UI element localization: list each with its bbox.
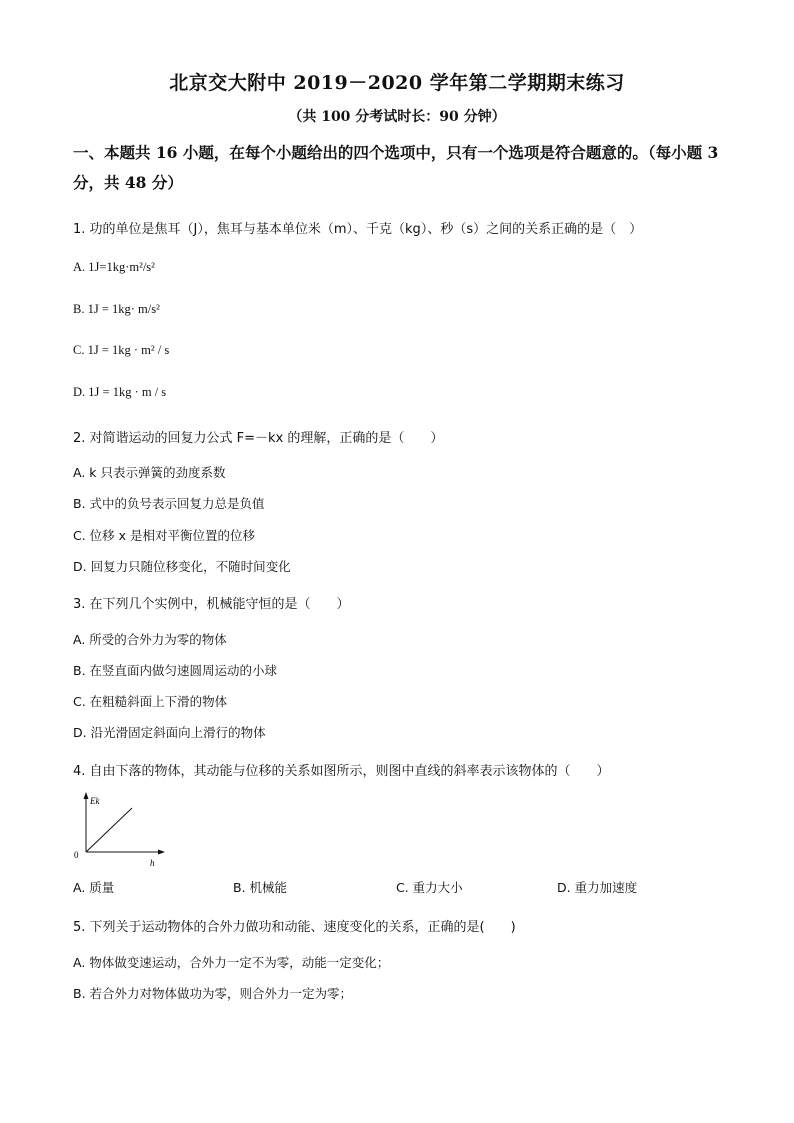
question-1-option-a: A. 1J=1kg·m²/s²	[73, 260, 155, 274]
y-axis-arrow	[84, 792, 89, 799]
ek-h-graph	[70, 790, 170, 870]
x-axis-arrow	[158, 850, 165, 855]
question-1-option-c: C. 1J = 1kg · m² / s	[73, 343, 170, 357]
question-2-option-d: D. 回复力只随位移变化，不随时间变化	[73, 559, 291, 574]
question-4-option-b: B. 机械能	[233, 880, 288, 895]
question-5-stem: 5. 下列关于运动物体的合外力做功和动能、速度变化的关系，正确的是( )	[73, 920, 516, 935]
question-1-option-d: D. 1J = 1kg · m / s	[73, 385, 167, 399]
question-4-option-c: C. 重力大小	[396, 880, 463, 895]
ek-line	[86, 808, 132, 852]
question-5-option-a: A. 物体做变速运动，合外力一定不为零，动能一定变化；	[73, 955, 390, 970]
x-axis-label: h	[150, 858, 155, 868]
question-3-option-d: D. 沿光滑固定斜面向上滑行的物体	[73, 725, 266, 740]
question-2-option-a: A. k 只表示弹簧的劲度系数	[73, 465, 226, 480]
question-2-option-c: C. 位移 x 是相对平衡位置的位移	[73, 528, 256, 543]
question-4-options	[73, 878, 713, 898]
question-2-stem: 2. 对简谐运动的回复力公式 F=－kx 的理解，正确的是（ ）	[73, 431, 444, 446]
question-1-stem: 1. 功的单位是焦耳（J），焦耳与基本单位米（m）、千克（kg）、秒（s）之间的关系正确的是（ ）	[73, 222, 643, 237]
question-3-option-b: B. 在竖直面内做匀速圆周运动的小球	[73, 663, 278, 678]
y-axis-label: Ek	[90, 796, 100, 806]
question-4-stem: 4. 自由下落的物体，其动能与位移的关系如图所示，则图中直线的斜率表示该物体的（ ）	[73, 764, 610, 779]
question-3-option-c: C. 在粗糙斜面上下滑的物体	[73, 694, 228, 709]
question-2-option-b: B. 式中的负号表示回复力总是负值	[73, 496, 265, 511]
section-heading: 一、本题共 16 小题，在每个小题给出的四个选项中，只有一个选项是符合题意的。（每小题 3 分，共 48 分）	[73, 143, 719, 192]
origin-label: 0	[74, 850, 79, 860]
question-4-option-d: D. 重力加速度	[557, 880, 638, 895]
question-4-option-a: A. 质量	[73, 880, 115, 895]
question-1-option-b: B. 1J = 1kg· m/s²	[73, 302, 160, 316]
page-title: 北京交大附中 2019－2020 学年第二学期期末练习	[169, 72, 625, 94]
question-3-option-a: A. 所受的合外力为零的物体	[73, 632, 227, 647]
question-5-option-b: B. 若合外力对物体做功为零，则合外力一定为零；	[73, 986, 353, 1001]
question-3-stem: 3. 在下列几个实例中，机械能守恒的是（ ）	[73, 597, 350, 612]
page-subtitle: （共 100 分考试时长：90 分钟）	[288, 109, 506, 125]
